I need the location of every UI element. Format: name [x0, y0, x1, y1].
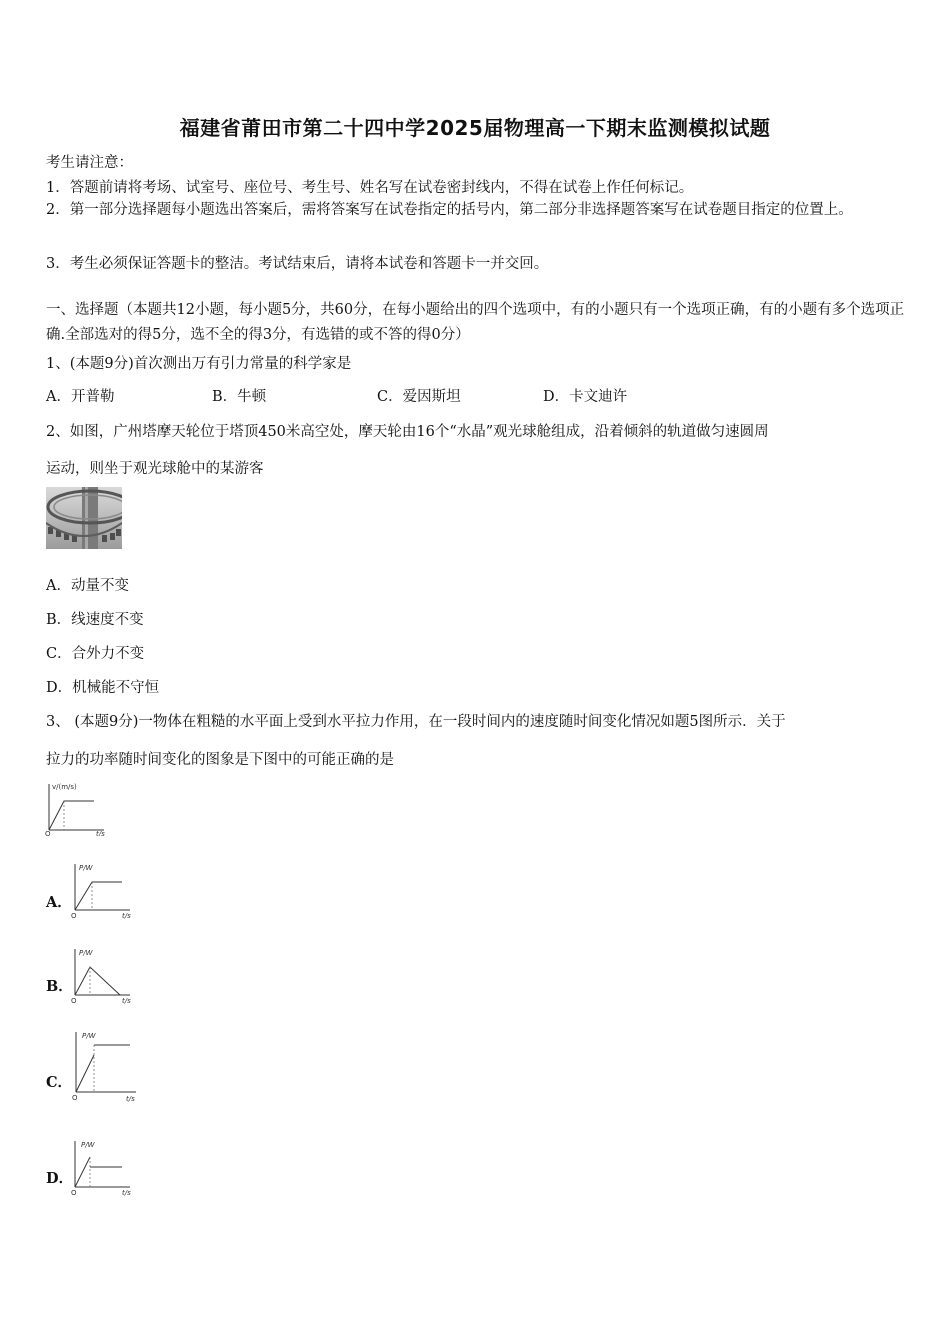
- option-d-ramp: [75, 1157, 90, 1187]
- notice-item-1: 1．答题前请将考场、试室号、座位号、考生号、姓名写在试卷密封线内，不得在试卷上作任何标记。: [46, 180, 694, 196]
- q2-stem-line2: 运动，则坐于观光球舱中的某游客: [46, 461, 264, 477]
- option-a-graph: [70, 860, 136, 920]
- q3-option-c-label: C．: [46, 1074, 73, 1091]
- page-title: 福建省莆田市第二十四中学2025届物理高一下期末监测模拟试题: [179, 116, 771, 140]
- option-b-graph: [70, 945, 136, 1005]
- option-d-origin: O: [71, 1189, 77, 1197]
- velocity-time-graph: [44, 780, 110, 836]
- ferris-wheel-photo: [46, 487, 122, 549]
- q1-option-c: C．爱因斯坦: [377, 389, 461, 405]
- option-d-y-label: P/W: [81, 1141, 95, 1149]
- q1-option-a: A．开普勒: [46, 389, 115, 405]
- option-c-ramp: [76, 1055, 94, 1092]
- option-b-y-label: P/W: [79, 949, 93, 957]
- option-c-graph: [70, 1028, 142, 1104]
- notice-heading: 考生请注意：: [46, 155, 133, 171]
- q3-option-d-label: D．: [46, 1170, 74, 1187]
- q1-stem: 1、(本题9分)首次测出万有引力常量的科学家是: [46, 356, 352, 372]
- vt-x-label: t/s: [96, 830, 105, 836]
- q2-option-d: D．机械能不守恒: [46, 680, 160, 696]
- option-b-curve: [75, 967, 120, 995]
- q3-stem-line1: 3、 (本题9分)一物体在粗糙的水平面上受到水平拉力作用，在一段时间内的速度随时间变化情况如题5图所示．关于: [46, 714, 786, 730]
- option-c-x-label: t/s: [126, 1095, 135, 1103]
- q3-stem-line2: 拉力的功率随时间变化的图象是下图中的可能正确的是: [46, 752, 394, 768]
- section-heading: 一、选择题（本题共12小题，每小题5分，共60分，在每小题给出的四个选项中，有的小题只有一个选项正确，有的小题有多个选项正确.全部选对的得5分，选不全的得3分，有选错的或不答的得0分）: [46, 302, 905, 343]
- q3-option-b-label: B．: [46, 978, 73, 995]
- option-c-y-label: P/W: [82, 1032, 96, 1040]
- notice-item-3: 3．考生必须保证答题卡的整洁。考试结束后，请将本试卷和答题卡一并交回。: [46, 256, 549, 272]
- option-b-x-label: t/s: [122, 997, 131, 1005]
- q2-option-a: A．动量不变: [46, 578, 129, 594]
- option-b-origin: O: [71, 997, 77, 1005]
- q1-option-d: D．卡文迪许: [543, 389, 628, 405]
- q2-option-b: B．线速度不变: [46, 612, 144, 628]
- option-c-origin: O: [72, 1094, 78, 1102]
- option-a-origin: O: [71, 912, 77, 920]
- vt-curve: [49, 801, 94, 830]
- option-a-y-label: P/W: [79, 864, 93, 872]
- option-a-curve: [75, 882, 122, 910]
- notice-item-2: 2．第一部分选择题每小题选出答案后，需将答案写在试卷指定的括号内，第二部分非选择题答案写在试卷题目指定的位置上。: [46, 202, 853, 218]
- q2-stem-line1: 2、如图，广州塔摩天轮位于塔顶450米高空处，摩天轮由16个“水晶”观光球舱组成，沿着倾斜的轨道做匀速圆周: [46, 424, 769, 440]
- q1-option-b: B．牛顿: [212, 389, 267, 405]
- option-d-x-label: t/s: [122, 1189, 131, 1197]
- option-d-graph: [70, 1137, 136, 1197]
- q3-option-a-label: A．: [46, 894, 72, 911]
- q2-option-c: C．合外力不变: [46, 646, 145, 662]
- option-a-x-label: t/s: [122, 912, 131, 920]
- vt-origin: O: [45, 830, 51, 836]
- vt-y-label: v/(m/s): [52, 783, 77, 791]
